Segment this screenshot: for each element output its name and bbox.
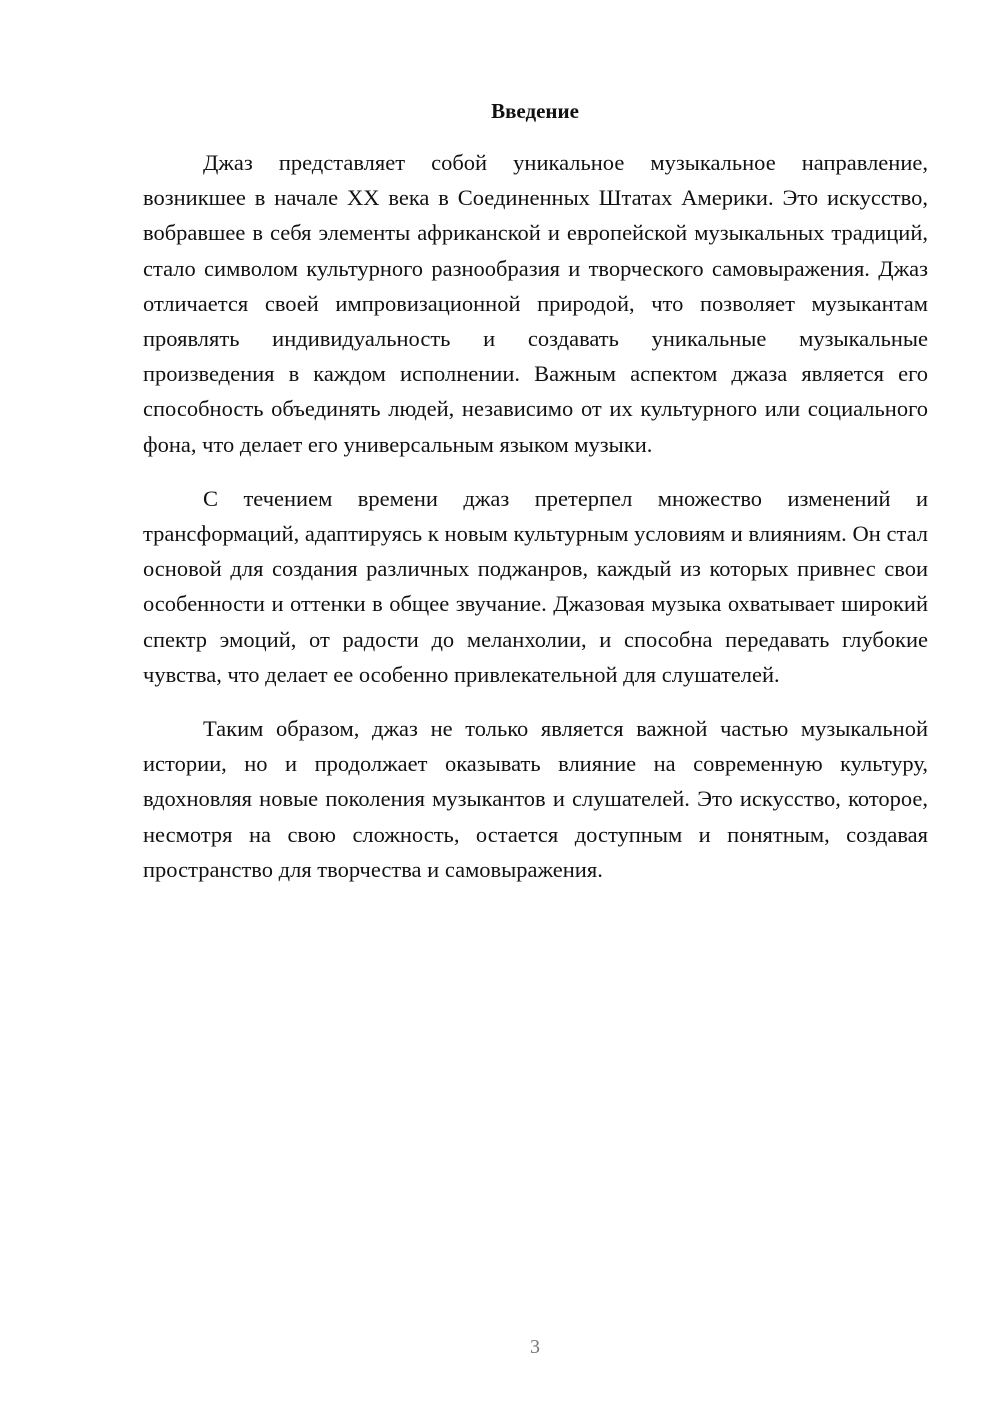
page-number: 3 [530,1336,540,1358]
paragraph-2: С течением времени джаз претерпел множество изменений и трансформаций, адаптируясь к новым культурным условиям и влияниям. Он стал основой для создания различных поджанров, каждый из которых привнес свои особенности и оттенки в общее звучание. Джазовая музыка охватывает широкий спектр эмоций, от радости до меланхолии, и способна передавать глубокие чувства, что делает ее особенно привлекательной для слушателей. [143,485,928,687]
paragraph-3: Таким образом, джаз не только является важной частью музыкальной истории, но и продолжает оказывать влияние на современную культуру, вдохновляя новые поколения музыкантов и слушателей. Это искусство, которое, несмотря на свою сложность, остается доступным и понятным, создавая пространство для творчества и самовыражения. [143,716,928,882]
paragraph-1: Джаз представляет собой уникальное музыкальное направление, возникшее в начале XX века в Соединенных Штатах Америки. Это искусство, вобравшее в себя элементы африканской и европейской музыкальных традиций, стало символом культурного разнообразия и творческого самовыражения. Джаз отличается своей импровизационной природой, что позволяет музыкантам проявлять индивидуальность и создавать уникальные музыкальные произведения в каждом исполнении. Важным аспектом джаза является его способность объединять людей, независимо от их культурного или социального фона, что делает его универсальным языком музыки. [143,150,928,457]
document-body [143,145,928,906]
page-title: Введение [491,99,579,123]
